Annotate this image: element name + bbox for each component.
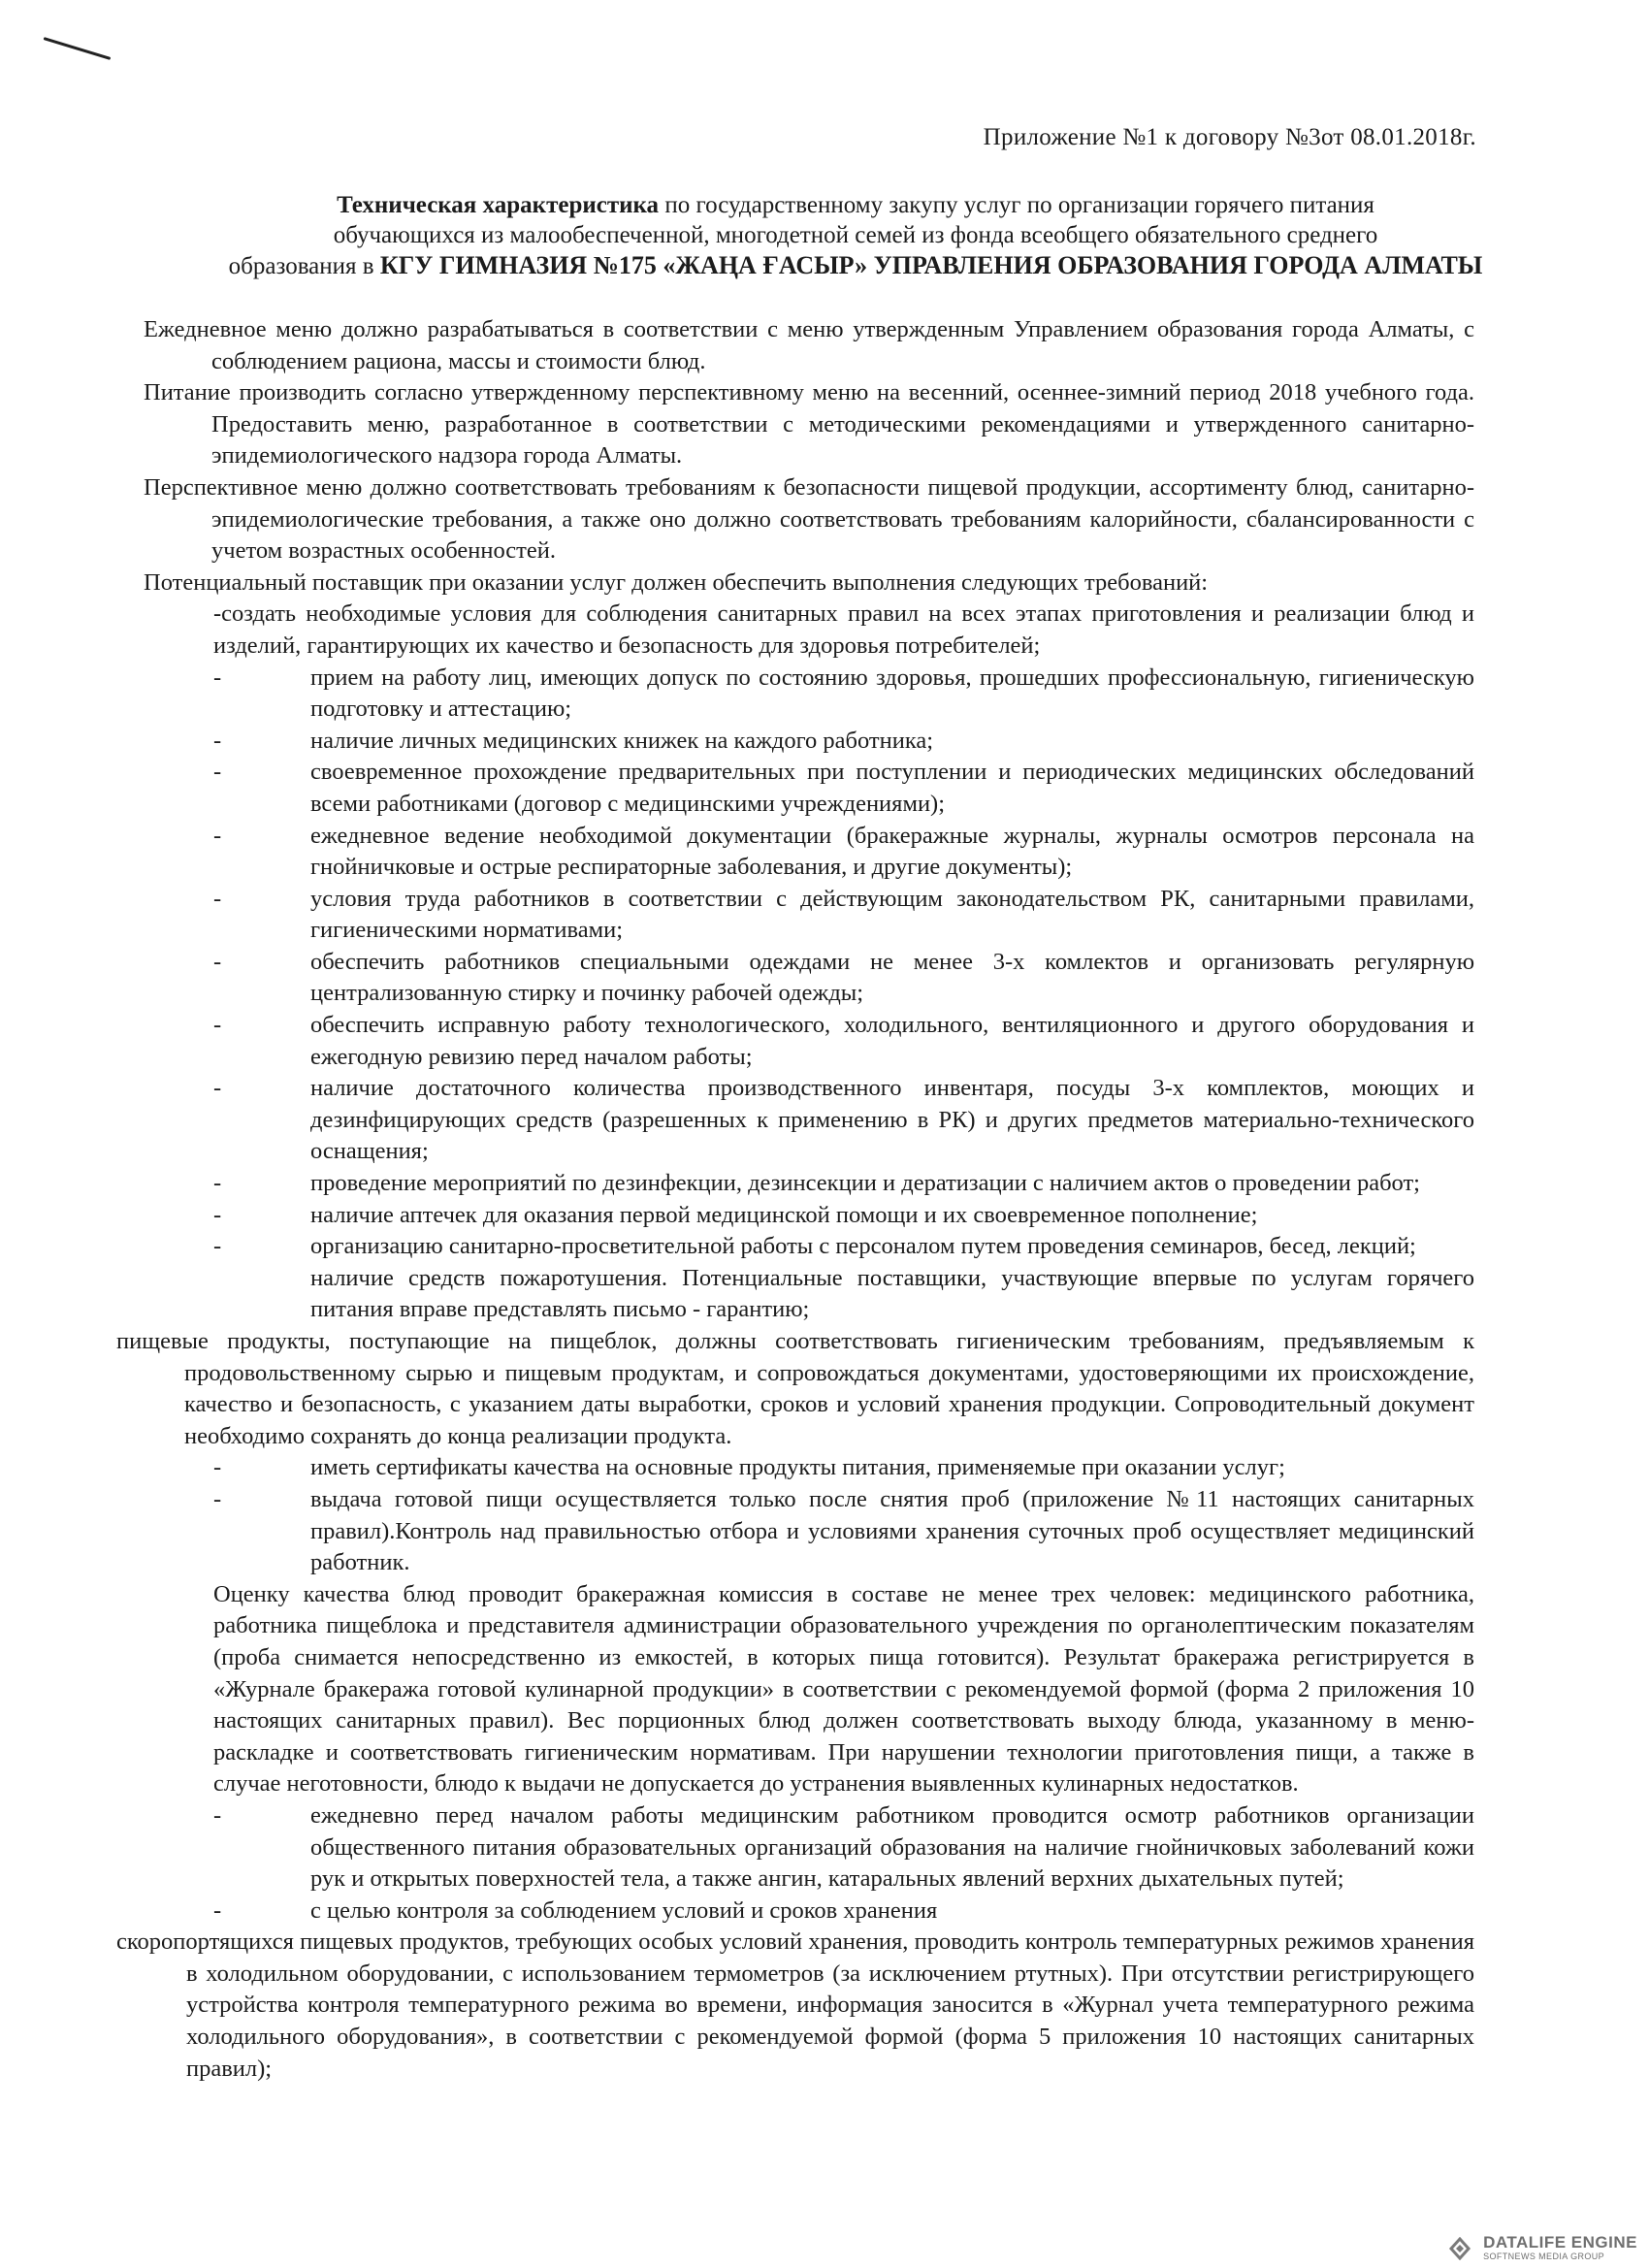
requirements-list — [144, 663, 1474, 1326]
list-dash: - — [213, 664, 222, 691]
list-item-text: условия труда работников в соответствии с действующим законодательством РК, санитарными правилами, гигиеническими нормативами; — [310, 885, 1474, 944]
list-dash: - — [213, 1233, 222, 1260]
list-item — [144, 663, 1474, 726]
list-item-text: ежедневное ведение необходимой документации (бракеражные журналы, журналы осмотров персонала на гнойничковые и острые респираторные заболевания, и другие документы); — [310, 822, 1474, 881]
list-item — [144, 1452, 1474, 1484]
list-dash: - — [213, 1012, 222, 1039]
annex-reference: Приложение №1 к договору №3от 08.01.2018г. — [983, 124, 1476, 150]
scan-pen-mark — [44, 37, 112, 60]
organization-name: КГУ ГИМНАЗИЯ №175 «ЖАҢА ҒАСЫР» УПРАВЛЕНИЯ ОБРАЗОВАНИЯ ГОРОДА АЛМАТЫ — [379, 251, 1483, 279]
watermark-brand — [1483, 2234, 1637, 2262]
list-item — [144, 947, 1474, 1010]
list-dash: - — [213, 885, 222, 912]
quality-list — [144, 1452, 1474, 1578]
paragraph-quality-assessment: Оценку качества блюд проводит бракеражная комиссия в составе не менее трех человек: медицинского работника, работника пищеблока и представителя администрации образовательного учреждения по органолептическим показателям (проба снимается непосредственно из емкостей, в которых пища готовится). Результат бракеража регистрируется в «Журнале бракеража готовой кулинарной продукции» в соответствии с рекомендуемой формой (форма 2 приложения 10 настоящих санитарных правил). Вес порционных блюд должен соответствовать выходу блюда, указанному в меню-раскладке и соответствовать гигиеническим нормативам. При нарушении технологии приготовления пищи, а также в случае неготовности, блюдо к выдачи не допускается до устранения выявленных кулинарных недостатков. — [213, 1580, 1474, 1798]
list-dash: - — [213, 822, 222, 849]
list-item-text: наличие достаточного количества производственного инвентаря, посуды 3-х комплектов, моющих и дезинфицирующих средств (разрешенных к применению в РК) и других предметов материально-технического оснащения; — [310, 1075, 1474, 1165]
list-dash: - — [213, 727, 222, 754]
watermark-logo — [1448, 2234, 1637, 2262]
list-item-text: с целью контроля за соблюдением условий и сроков хранения — [310, 1896, 938, 1924]
document-body — [116, 314, 1474, 2085]
paragraph-supplier-requirements: Потенциальный поставщик при оказании услуг должен обеспечить выполнения следующих требований: — [144, 568, 1209, 596]
title-line-1-rest: по государственному закупу услуг по организации горячего питания — [659, 192, 1374, 218]
paragraph-storage-control: скоропортящихся пищевых продуктов, требующих особых условий хранения, проводить контроль температурных режимов хранения в холодильном оборудовании, с использованием термометров (за исключением ртутных). При отсутствии регистрирующего устройства контроля температурного режима во времени, информация заносится в «Журнал учета температурного режима холодильного оборудования», в соответствии с рекомендуемой формой (форма 5 приложения 10 настоящих санитарных правил); — [116, 1928, 1474, 2082]
title-line-1 — [225, 190, 1486, 220]
list-dash: - — [213, 1801, 222, 1829]
list-dash: - — [213, 1485, 222, 1512]
list-item — [144, 1231, 1474, 1263]
list-item-text: обеспечить исправную работу технологического, холодильного, вентиляционного и другого оборудования и ежегодную ревизию перед началом работы; — [310, 1012, 1474, 1070]
title-line-3-prefix: образования в — [228, 253, 380, 279]
list-item — [144, 821, 1474, 884]
document-title — [225, 190, 1486, 281]
paragraph-perspective-menu: Перспективное меню должно соответствовать требованиям к безопасности пищевой продукции, ассортименту блюд, санитарно-эпидемиологические требования, а также оно должно соответствовать требованиям калорийности, сбалансированности с учетом возрастных особенностей. — [144, 473, 1474, 565]
list-dash: - — [213, 1454, 222, 1481]
list-item — [144, 1200, 1474, 1232]
list-item — [144, 1800, 1474, 1895]
list-item — [144, 1010, 1474, 1073]
watermark-subtitle: SOFTNEWS MEDIA GROUP — [1483, 2252, 1605, 2261]
list-item-text: иметь сертификаты качества на основные продукты питания, применяемые при оказании услуг; — [310, 1454, 1285, 1481]
list-item — [144, 1263, 1474, 1326]
title-line-3 — [225, 250, 1486, 281]
watermark-name: DATALIFE ENGINE — [1483, 2233, 1637, 2252]
list-item-text: организацию санитарно-просветительной работы с персоналом путем проведения семинаров, бесед, лекций; — [310, 1233, 1416, 1260]
list-item-text: проведение мероприятий по дезинфекции, дезинсекции и дератизации с наличием актов о проведении работ; — [310, 1170, 1420, 1197]
list-item-text: наличие аптечек для оказания первой медицинской помощи и их своевременное пополнение; — [310, 1201, 1258, 1228]
paragraph-daily-menu: Ежедневное меню должно разрабатываться в соответствии с меню утвержденным Управлением образования города Алматы, с соблюдением рациона, массы и стоимости блюд. — [144, 316, 1474, 374]
title-lead: Техническая характеристика — [337, 192, 660, 218]
datalife-logo-icon — [1448, 2237, 1471, 2260]
list-dash: - — [213, 948, 222, 975]
paragraph-sanitary-conditions: -создать необходимые условия для соблюдения санитарных правил на всех этапах приготовления и реализации блюд и изделий, гарантирующих их качество и безопасность для здоровья потребителей; — [213, 600, 1474, 659]
list-item-text: обеспечить работников специальными одеждами не менее 3-х комлектов и организовать регулярную централизованную стирку и починку рабочей одежды; — [310, 948, 1474, 1007]
list-item-text: прием на работу лиц, имеющих допуск по состоянию здоровья, прошедших профессиональную, гигиеническую подготовку и аттестацию; — [310, 664, 1474, 723]
paragraph-nutrition: Питание производить согласно утвержденному перспективному меню на весенний, осеннее-зимний период 2018 учебного года. Предоставить меню, разработанное в соответствии с методическими рекомендациями и утвержденного санитарно-эпидемиологического надзора города Алматы. — [144, 379, 1474, 470]
list-item — [144, 1168, 1474, 1200]
fire-safety-text: наличие средств пожаротушения. Потенциальные поставщики, участвующие впервые по услугам горячего питания вправе представлять письмо - гарантию; — [310, 1264, 1474, 1323]
list-item — [144, 1484, 1474, 1579]
list-dash: - — [213, 759, 222, 786]
paragraph-food-products: пищевые продукты, поступающие на пищеблок, должны соответствовать гигиеническим требованиям, предъявляемым к продовольственному сырью и пищевым продуктам, и сопровождаться документами, удостоверяющими их происхождение, качество и безопасность, с указанием даты выработки, сроков и условий хранения продукции. Сопроводительный документ необходимо сохранять до конца реализации продукта. — [116, 1328, 1474, 1449]
list-dash: - — [213, 1896, 222, 1924]
list-dash: - — [213, 1201, 222, 1228]
list-dash: - — [213, 1170, 222, 1197]
list-item — [144, 1073, 1474, 1168]
list-item — [144, 757, 1474, 820]
list-item — [144, 726, 1474, 758]
list-item — [144, 884, 1474, 947]
title-line-2: обучающихся из малообеспеченной, многодетной семей из фонда всеобщего обязательного среднего — [333, 222, 1378, 248]
list-item-text: своевременное прохождение предварительных при поступлении и периодических медицинских обследований всеми работниками (договор с медицинскими учреждениями); — [310, 759, 1474, 817]
list-item-text: наличие личных медицинских книжек на каждого работника; — [310, 727, 934, 754]
list-item — [144, 1895, 1474, 1928]
list-dash: - — [213, 1075, 222, 1102]
list-item-text: выдача готовой пищи осуществляется только после снятия проб (приложение №11 настоящих санитарных правил).Контроль над правильностью отбора и условиями хранения суточных проб осуществляет медицинский работник. — [310, 1485, 1474, 1576]
list-item-text: ежедневно перед началом работы медицинским работником проводится осмотр работников организации общественного питания образовательных организаций образования на наличие гнойничковых заболеваний кожи рук и открытых поверхностей тела, а также ангин, катаральных явлений верхних дыхательных путей; — [310, 1801, 1474, 1893]
